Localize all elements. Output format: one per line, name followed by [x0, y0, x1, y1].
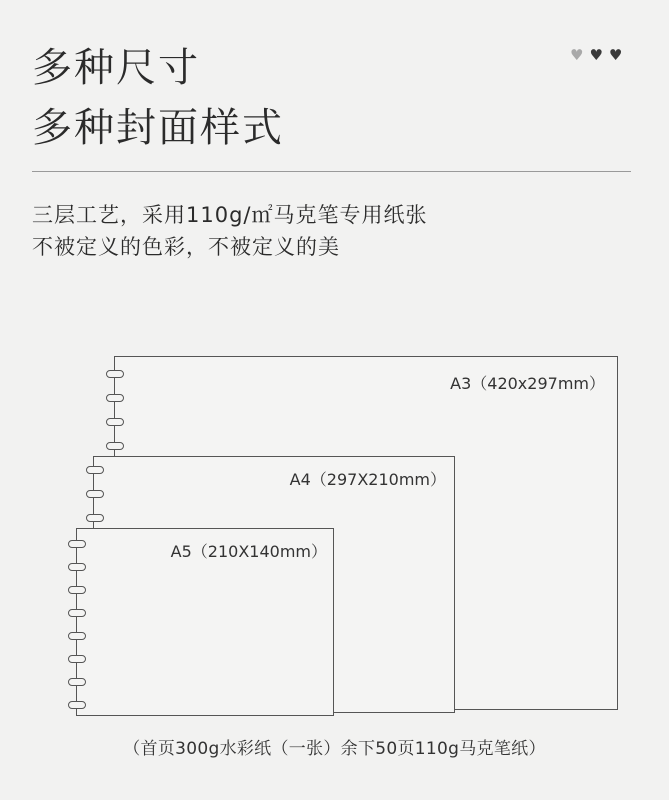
binding-ring	[106, 442, 124, 450]
paper-caption: （首页300g水彩纸（一张）余下50页110g马克笔纸）	[123, 739, 546, 759]
binding-ring	[86, 490, 104, 498]
binding-ring	[86, 514, 104, 522]
notebook-a5	[76, 528, 334, 716]
divider	[32, 171, 631, 172]
binding-ring	[106, 370, 124, 378]
binding-ring	[68, 678, 86, 686]
size-label-a5: A5（210X140mm）	[170, 542, 327, 561]
size-label-a3: A3（420x297mm）	[450, 374, 605, 393]
subtitle-line-1: 三层工艺，采用110g/㎡马克笔专用纸张	[32, 203, 428, 227]
page-title-line-1: 多种尺寸	[32, 45, 200, 91]
heart-icon: ♥	[570, 46, 590, 64]
binding-ring	[68, 632, 86, 640]
binding-ring	[68, 586, 86, 594]
page-title-line-2: 多种封面样式	[32, 105, 284, 151]
binding-ring	[86, 466, 104, 474]
binding-ring	[68, 540, 86, 548]
binding-ring	[68, 563, 86, 571]
binding-ring	[68, 609, 86, 617]
binding-ring	[68, 655, 86, 663]
binding-ring	[106, 394, 124, 402]
binding-ring	[68, 701, 86, 709]
size-label-a4: A4（297X210mm）	[289, 470, 446, 489]
heart-icon: ♥	[589, 46, 609, 64]
heart-icon: ♥	[608, 46, 629, 64]
binding-ring	[106, 418, 124, 426]
hearts-decoration	[570, 46, 628, 64]
subtitle-line-2: 不被定义的色彩，不被定义的美	[32, 235, 340, 259]
